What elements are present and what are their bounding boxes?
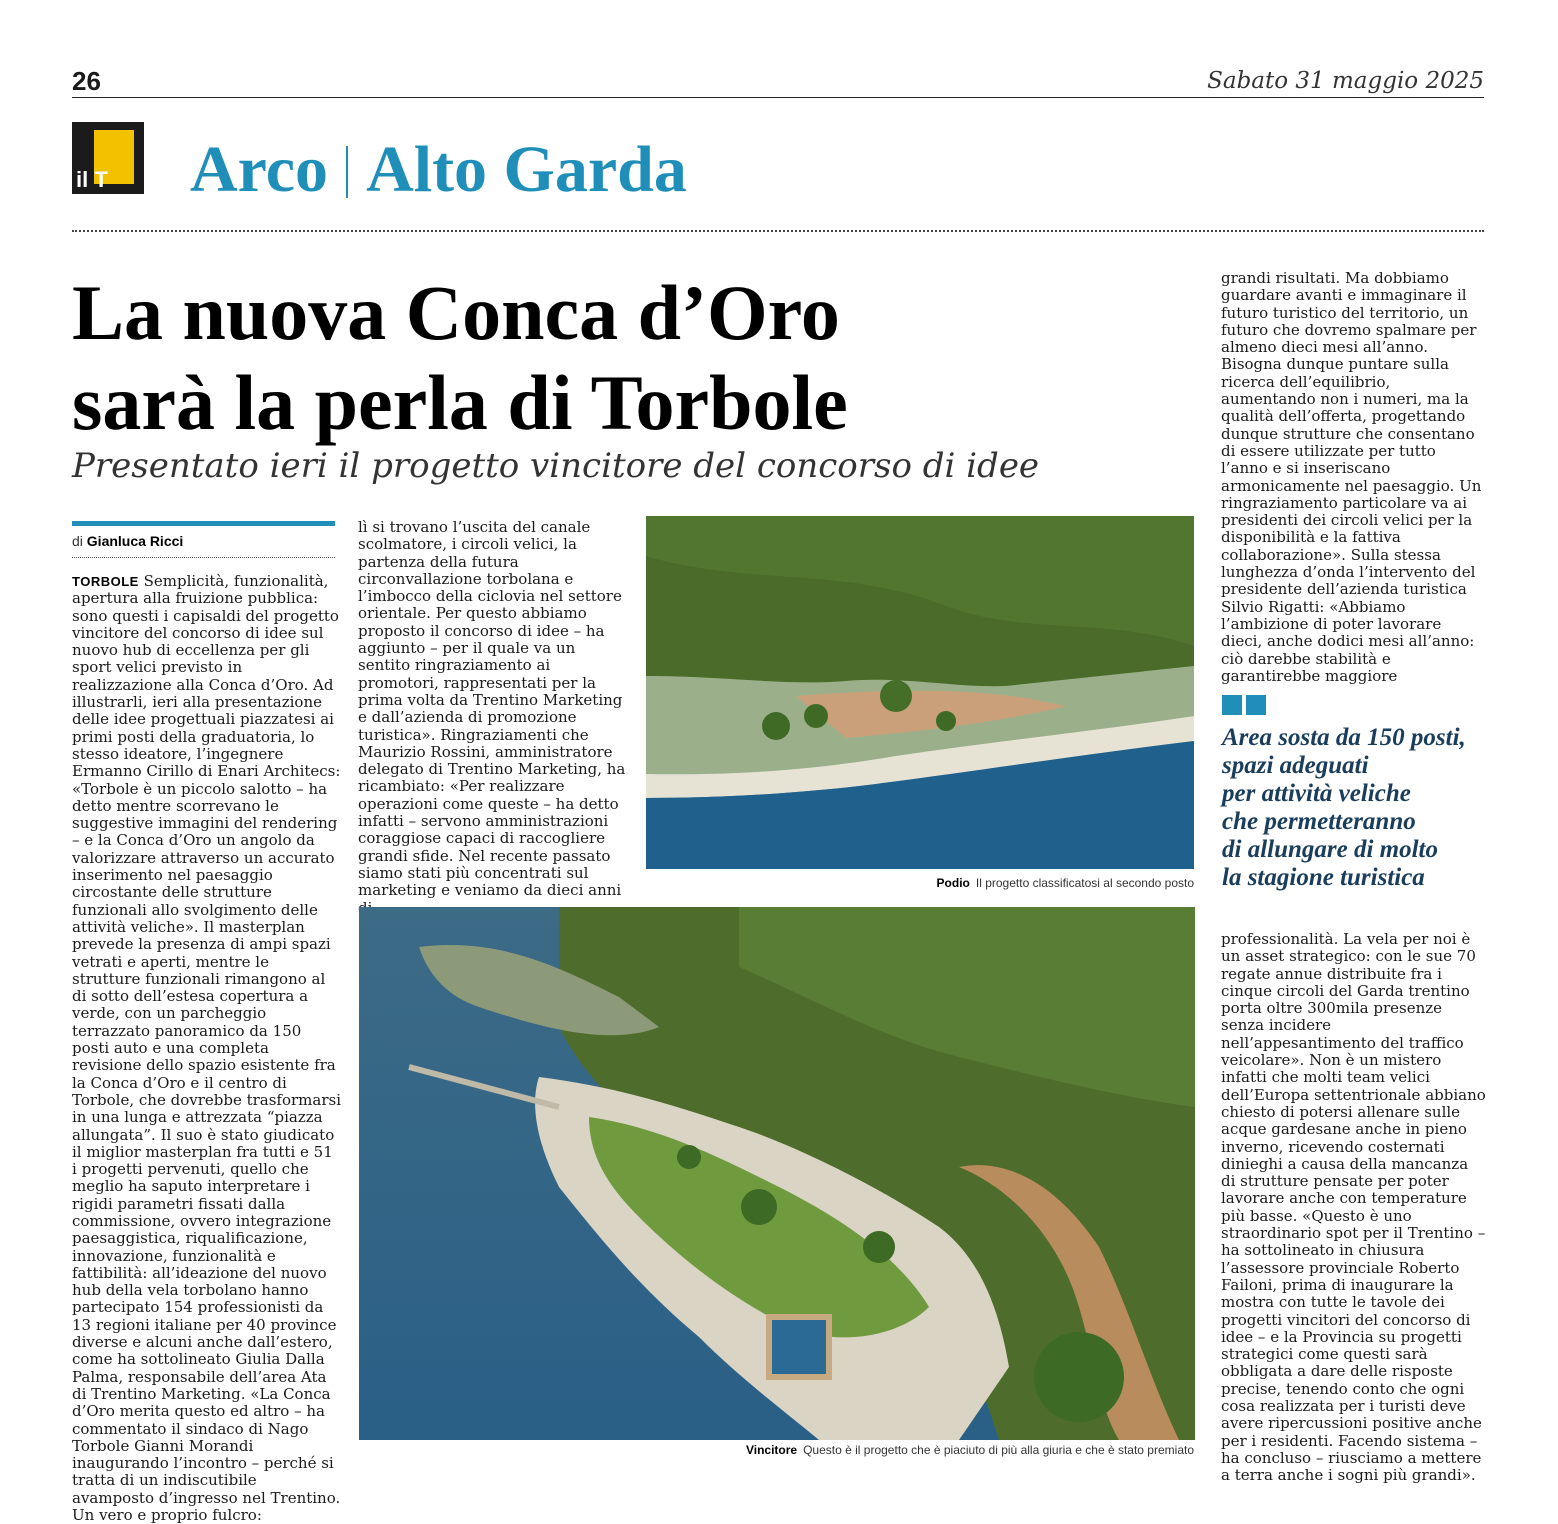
photo-1-illustration	[646, 516, 1194, 869]
photo-2-caption-label: Vincitore	[745, 1443, 798, 1457]
section-right: Alto Garda	[366, 133, 687, 206]
photo-2-illustration	[359, 907, 1195, 1440]
pullquote-line: di allungare di molto	[1222, 836, 1439, 863]
section-divider	[346, 146, 348, 198]
headline	[72, 268, 1182, 448]
newspaper-logo	[72, 122, 144, 194]
article-column-1	[72, 572, 342, 1524]
article-column-3: grandi risultati. Ma dobbiamo guardare avanti e immaginare il futuro turistico del territorio, un futuro che dovremo spalmare per almeno dieci mesi all’anno. Bisogna dunque puntare sulla ricerca dell’equilibrio, aumentando non i numeri, ma la qualità dell’offerta, progettando dunque strutture che consentano di essere utilizzate per tutto l’anno e si inseriscano armonicamente nel paesaggio. Un ringraziamento particolare va ai presidenti dei circoli velici per la disponibilità e la fattiva collaborazione». Sulla stessa lunghezza d’onda l’intervento del presidente dell’azienda turistica Silvio Rigatti: «Abbiamo l’ambizione di poter lavorare dieci, anche dodici mesi all’anno: ciò darebbe stabilità e garantirebbe maggiore	[1221, 269, 1482, 685]
pullquote-marks	[1222, 695, 1270, 719]
photo-second-place-rendering	[646, 516, 1194, 869]
pullquote-line: per attività veliche	[1222, 780, 1411, 807]
pullquote	[1222, 724, 1492, 892]
article-column-4: professionalità. La vela per noi è un asset strategico: con le sue 70 regate annue distribuite fra i cinque circoli del Garda trentino porta oltre 300mila presenze senza incidere nell’appesantimento del traffico veicolare». Non è un mistero infatti che molti team velici dell’Europa settentrionale abbiano chiesto di potersi allenare sulle acque gardesane anche in pieno inverno, ricevendo costernati dinieghi a causa della mancanza di strutture pensate per poter lavorare anche con temperature più basse. «Questo è uno straordinario spot per il Trentino – ha sottolineato in chiusura l’assessore provinciale Roberto Failoni, prima di inaugurare la mostra con tutte le tavole dei progetti vincitori del concorso di idee – e la Provincia su progetti strategici come questi sarà obbligata a dare delle risposte precise, tenendo conto che ogni cosa realizzata per i turisti deve avere ripercussioni positive anche per i residenti. Facendo sistema – ha concluso – riusciamo a mettere a terra anche i sogni più grandi».	[1221, 930, 1486, 1485]
headline-line-2: sarà la perla di Torbole	[72, 359, 848, 446]
section-dotted-rule	[72, 230, 1484, 232]
pullquote-line: la stagione turistica	[1222, 864, 1425, 891]
pullquote-line: spazi adeguati	[1222, 752, 1369, 779]
section-title	[190, 130, 687, 210]
byline-prefix: di	[72, 533, 83, 549]
article-column-2: lì si trovano l’uscita del canale scolmatore, i circoli velici, la partenza della futura circonvallazione torbolana e l’imbocco della ciclovia nel settore orientale. Per questo abbiamo proposto il concorso di idee – ha aggiunto – per il quale va un sentito ringraziamento ai promotori, rappresentati per la prima volta da Trentino Marketing e dall’azienda di promozione turistica». Ringraziamenti che Maurizio Rossini, amministratore delegato di Trentino Marketing, ha ricambiato: «Per realizzare operazioni come queste – ha detto infatti – servono amministrazioni coraggiose capaci di raccogliere grandi sfide. Nel recente passato siamo stati più concentrati sul marketing e veniamo da dieci anni	[358, 518, 626, 900]
column-1-text: Semplicità, funzionalità, apertura alla fruizione pubblica: sono questi i capisaldi del progetto vincitore del concorso di idee sul nuovo hub di eccellenza per gli sport velici previsto in realizzazione alla Conca d’Oro. Ad illustrarli, ieri alla presentazione delle idee progettuali piazzatesi ai primi posti della graduatoria, lo stesso ideatore, l’ingegnere Ermanno Cirillo di Enari Architecs: «Torbole è un piccolo salotto – ha detto mentre scorrevano le suggestive immagini del rendering – e la Conca d’Oro un angolo da valorizzare attraverso un accurato inserimento nel paesaggio circostante delle strutture funzionali allo svolgimento delle attività veliche». Il masterplan prevede la presenza di ampi spazi vetrati e aperti, mentre le strutture funzionali rimangono al di sotto dell’estesa copertura a verde, con un parcheggio terrazzato panoramico da 150 posti auto e una completa revisione dello spazio esistente fra la Conca d’Oro e il centro di Torbole, che dovrebbe trasformarsi in una lunga e attrezzata “piazza allungata”. Il suo è stato giudicato il miglior masterplan fra tutti e 51 i progetti pervenuti, quello che meglio ha saputo interpretare i rigidi parametri fissati dalla commissione, ovvero integrazione paesaggistica, riqualificazione, innovazione, funzionalità e fattibilità: all’ideazione del nuovo hub della vela torbolano hanno partecipato 154 professionisti da 13 regioni italiane per 40 province diverse e alcuni anche dall’estero, come ha sottolineato Giulia Dalla Palma, responsabile dell’area Ata di Trentino Marketing. «La Conca d’Oro merita questo ed altro – ha commentato il sindaco di Nago Torbole Gianni Morandi inaugurando l’incontro – perché si tratta di un indiscutibile avamposto d’ingresso nel Trentino. Un vero e proprio fulcro:	[72, 572, 342, 1524]
header-rule	[72, 97, 1484, 98]
pullquote-line: Area sosta da 150 posti,	[1222, 724, 1466, 751]
photo-winning-rendering	[359, 907, 1195, 1440]
byline-accent-bar	[72, 521, 335, 526]
byline-rule	[72, 557, 335, 558]
photo-2-caption	[746, 1443, 1194, 1457]
logo-text: il T	[76, 167, 108, 192]
issue-date: Sabato 31 maggio 2025	[1207, 68, 1484, 94]
photo-2-caption-text: Questo è il progetto che è piaciuto di più alla giuria e che è stato premiato	[803, 1443, 1194, 1457]
dateline-kicker: TORBOLE	[72, 574, 139, 589]
author-name: Gianluca Ricci	[86, 533, 184, 549]
pullquote-line: che permetteranno	[1222, 808, 1416, 835]
subtitle: Presentato ieri il progetto vincitore del concorso di idee	[72, 446, 1040, 486]
section-left: Arco	[190, 133, 329, 206]
photo-1-caption	[937, 876, 1194, 890]
photo-1-caption-label: Podio	[936, 876, 970, 890]
pullquote-mark-square	[1222, 695, 1242, 715]
photo-1-caption-text: Il progetto classificatosi al secondo posto	[975, 876, 1194, 890]
pullquote-mark-square	[1246, 695, 1266, 715]
page-number: 26	[72, 66, 101, 96]
headline-line-1: La nuova Conca d’Oro	[72, 269, 840, 356]
byline	[72, 533, 183, 549]
